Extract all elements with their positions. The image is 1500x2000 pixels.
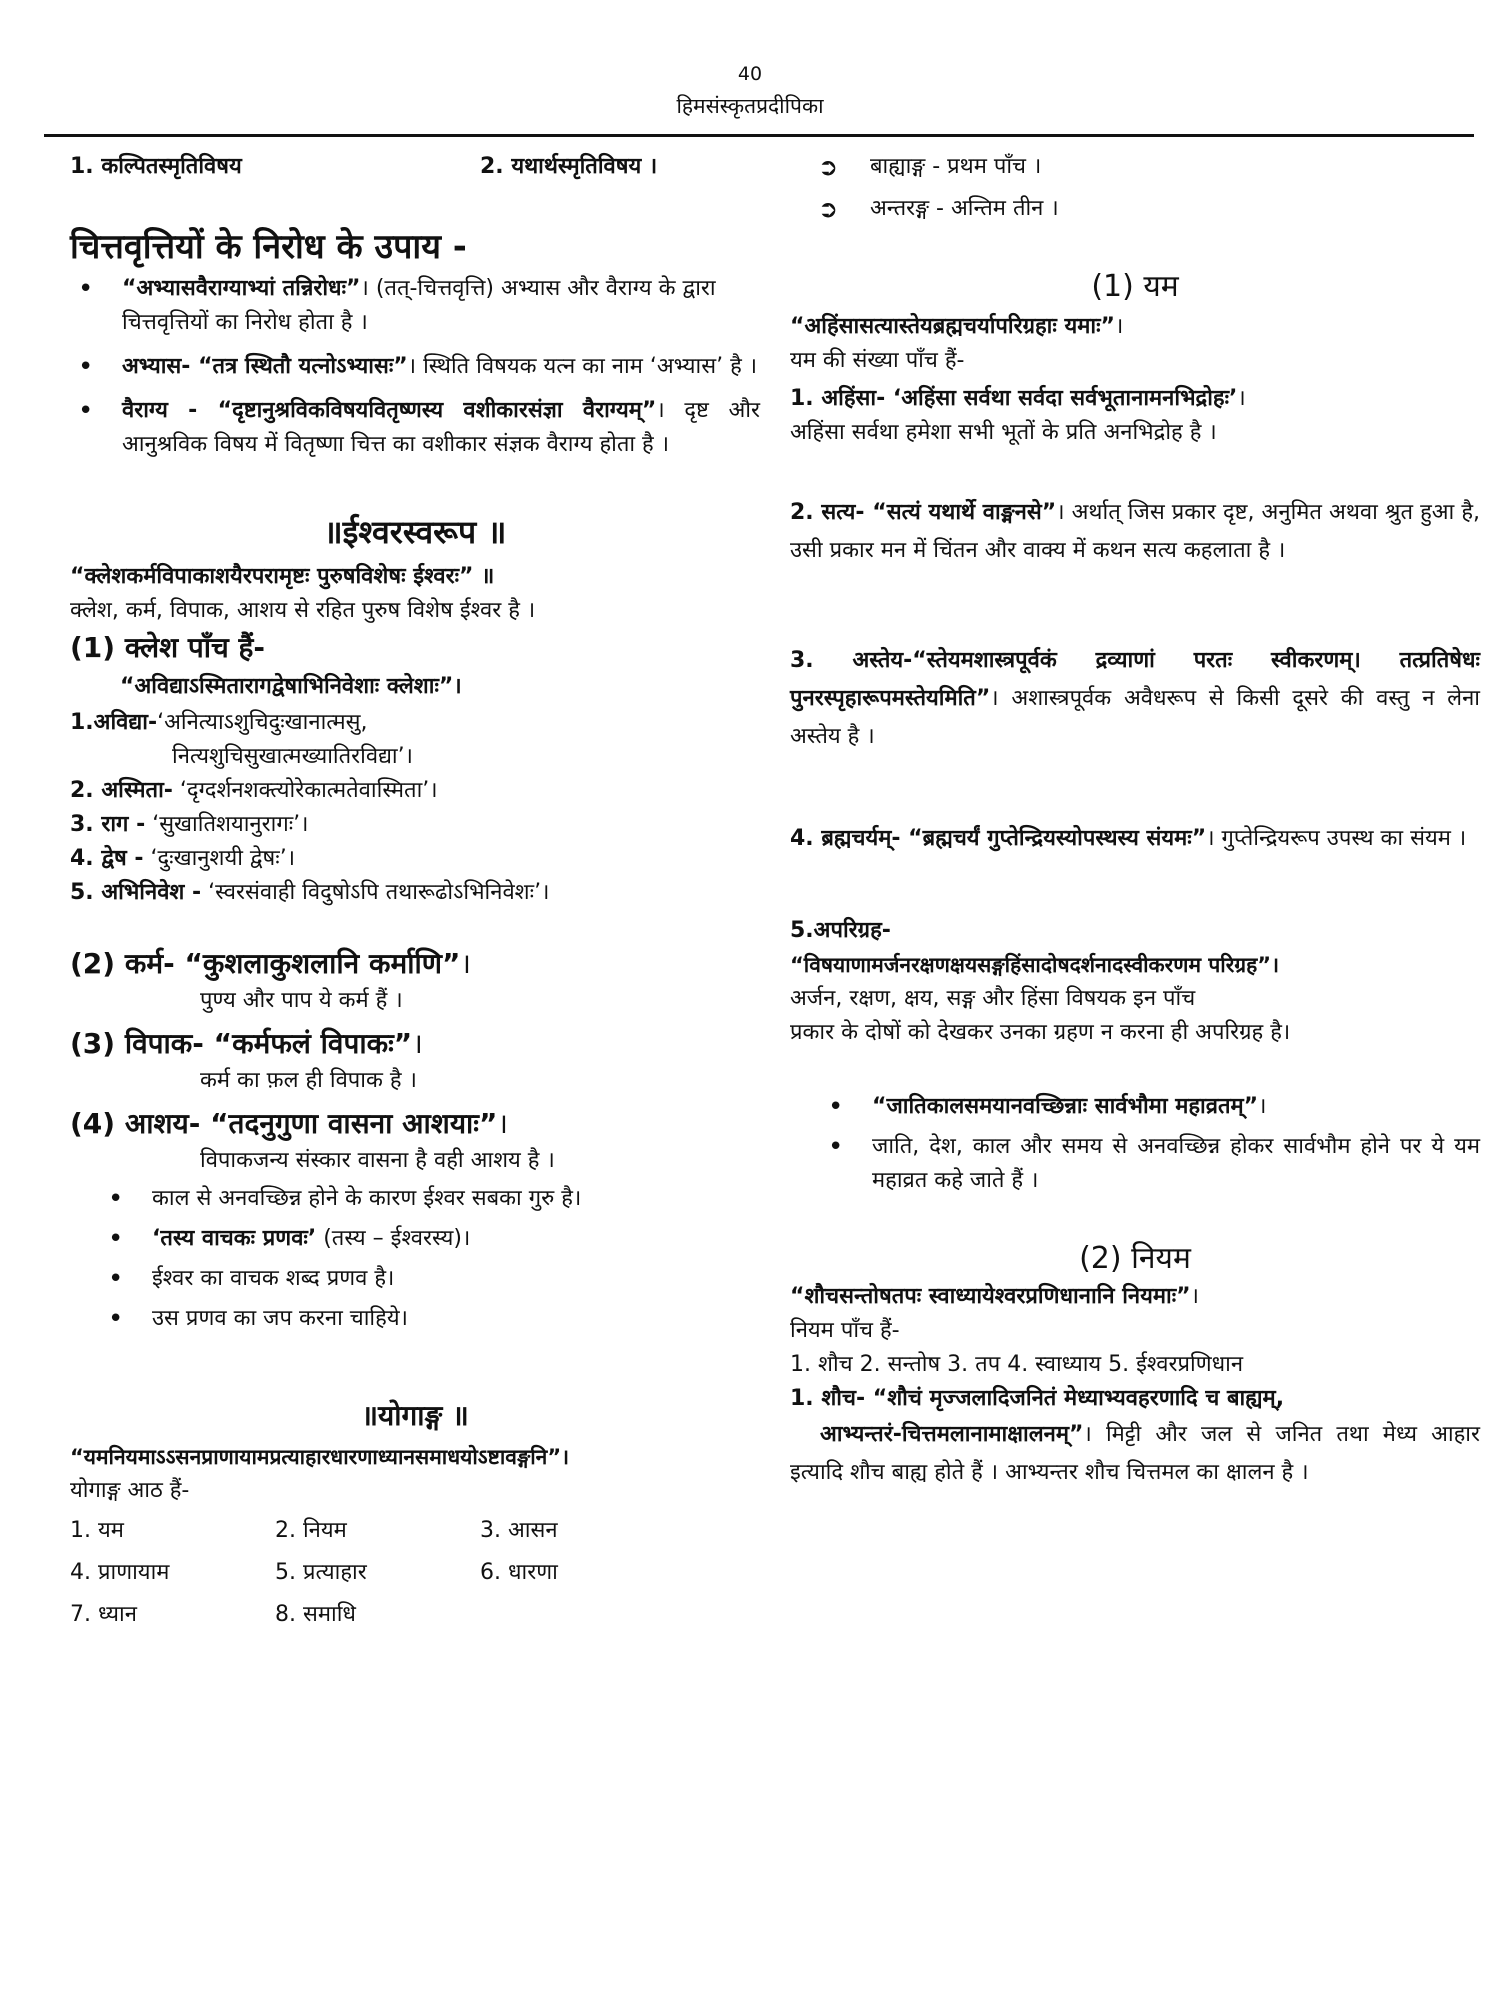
ishvara-heading: ॥ईश्वरस्वरूप ॥ xyxy=(323,513,507,551)
arrow-icon: ➲ xyxy=(818,153,839,181)
list-item: 4. प्राणायाम xyxy=(70,1560,170,1585)
ahimsa-line: 1. अहिंसा- ‘अहिंसा सर्वथा सर्वदा सर्वभूतानामनभिद्रोहः’। xyxy=(790,386,1246,411)
ashaya-heading: (4) आशय- “तदनुगुणा वासना आशयाः”। xyxy=(70,1107,508,1140)
klesha-item: 2. अस्मिता- ‘दृग्दर्शनशक्त्योरेकात्मतेवास्मिता’। xyxy=(70,778,438,803)
niyama-heading: (2) नियम xyxy=(1079,1241,1191,1276)
aparigraha-line-2: प्रकार के दोषों को देखकर उनका ग्रहण न करना ही अपरिग्रह है। xyxy=(790,1020,1291,1045)
list-item: • उस प्रणव का जप करना चाहिये। xyxy=(100,1302,760,1336)
list-item: 8. समाधि xyxy=(275,1602,356,1627)
header-rule xyxy=(44,134,1474,137)
klesha-sutra: “अविद्याऽस्मितारागद्वेषाभिनिवेशाः क्लेशाः”। xyxy=(120,674,462,699)
list-item: • अभ्यास- “तत्र स्थितौ यत्नोऽभ्यासः”। स्थिति विषयक यत्न का नाम ‘अभ्यास’ है । xyxy=(70,350,760,384)
vipaka-heading: (3) विपाक- “कर्मफलं विपाकः”। xyxy=(70,1027,423,1060)
list-item: • “अभ्यासवैराग्याभ्यां तन्निरोधः”। (तत्-चित्तवृत्ति) अभ्यास और वैराग्य के द्वारा चित्तवृत्तियों का निरोध होता है । xyxy=(70,272,760,340)
ashaya-meaning: विपाकजन्य संस्कार वासना है वही आशय है । xyxy=(200,1148,555,1173)
list-item: • काल से अनवच्छिन्न होने के कारण ईश्वर सबका गुरु है। xyxy=(100,1182,760,1216)
list-item: 1. यम xyxy=(70,1518,124,1543)
list-item: 2. नियम xyxy=(275,1518,347,1543)
list-item: • “जातिकालसमयानवच्छिन्नाः सार्वभौमा महाव्रतम्”। xyxy=(820,1090,1480,1124)
klesha-heading: (1) क्लेश पाँच हैं- xyxy=(70,631,266,664)
arrow-item: ➲ अन्तरङ्ग - अन्तिम तीन । xyxy=(790,192,1480,226)
right-column xyxy=(790,150,1480,1492)
list-item: 5. प्रत्याहार xyxy=(275,1560,367,1585)
yoganga-count: योगाङ्ग आठ हैं- xyxy=(70,1478,190,1503)
yoganga-heading: ॥योगाङ्ग ॥ xyxy=(361,1399,469,1432)
ishvara-sutra: “क्लेशकर्मविपाकाशयैरपरामृष्टः पुरुषविशेषः ईश्वरः” ॥ xyxy=(70,564,495,589)
yama-heading: (1) यम xyxy=(1091,269,1179,304)
arrow-item: ➲ बाह्याङ्ग - प्रथम पाँच । xyxy=(790,150,1480,184)
page-header xyxy=(0,62,1500,120)
list-item: 7. ध्यान xyxy=(70,1602,137,1627)
niyama-count: नियम पाँच हैं- xyxy=(790,1318,900,1343)
list-item: • ‘तस्य वाचकः प्रणवः’ (तस्य – ईश्वरस्य)। xyxy=(100,1222,760,1256)
avidya-line: 1.अविद्या-‘अनित्याऽशुचिदुःखानात्मसु, xyxy=(70,710,368,735)
ishvara-bullets xyxy=(70,1182,760,1336)
arrow-icon: ➲ xyxy=(818,195,839,223)
aparigraha-sutra: “विषयाणामर्जनरक्षणक्षयसङ्गहिंसादोषदर्शनादस्वीकरणम परिग्रह”। xyxy=(790,953,1280,977)
memory-type-1: 1. कल्पितस्मृतिविषय xyxy=(70,154,242,179)
page-number: 40 xyxy=(737,63,763,85)
yoganga-sutra: “यमनियमाऽऽसनप्राणायामप्रत्याहारधारणाध्यानसमाधयोऽष्टावङ्गनि”। xyxy=(70,1445,570,1469)
niyama-sutra: “शौचसन्तोषतपः स्वाध्यायेश्वरप्रणिधानानि नियमाः”। xyxy=(790,1284,1199,1309)
book-title: हिमसंस्कृतप्रदीपिका xyxy=(676,94,824,118)
list-item: 6. धारणा xyxy=(480,1560,558,1585)
avidya-line-2: नित्यशुचिसुखात्मख्यातिरविद्या’। xyxy=(172,744,413,769)
list-item: • ईश्वर का वाचक शब्द प्रणव है। xyxy=(100,1262,760,1296)
yoganga-grid xyxy=(70,1510,760,1636)
aparigraha-heading: 5.अपरिग्रह- xyxy=(790,918,891,943)
aparigraha-line-1: अर्जन, रक्षण, क्षय, सङ्ग और हिंसा विषयक इन पाँच xyxy=(790,986,1196,1011)
list-item: 3. आसन xyxy=(480,1518,558,1543)
vipaka-meaning: कर्म का फ़ल ही विपाक है । xyxy=(200,1068,417,1093)
klesha-item: 3. राग - ‘सुखातिशयानुरागः’। xyxy=(70,812,309,837)
ahimsa-meaning: अहिंसा सर्वथा हमेशा सभी भूतों के प्रति अनभिद्रोह है । xyxy=(790,420,1217,445)
upaya-heading: चित्तवृत्तियों के निरोध के उपाय - xyxy=(70,227,467,267)
list-item: • वैराग्य - “दृष्टानुश्रविकविषयवितृष्णस्य वशीकारसंज्ञा वैराग्यम्”। दृष्ट और आनुश्रविक विषय में वितृष्णा चित्त का वशीकार संज्ञक वैराग्य होता है । xyxy=(70,394,760,462)
klesha-item: 4. द्वेष - ‘दुःखानुशयी द्वेषः’। xyxy=(70,846,296,871)
shauch-block: आभ्यन्तरं-चित्तमलानामाक्षालनम्”। मिट्टी और जल से जनित तथा मेध्य आहार इत्यादि शौच बाह्य होते हैं । आभ्यन्तर शौच चित्तमल का क्षालन है । xyxy=(790,1422,1480,1485)
list-item: • जाति, देश, काल और समय से अनवच्छिन्न होकर सार्वभौम होने पर ये यम महाव्रत कहे जाते हैं । xyxy=(820,1130,1480,1198)
shauch-line-1: 1. शौच- “शौचं मृज्जलादिजनितं मेध्याभ्यवहरणादि च बाह्यम्, xyxy=(790,1386,1285,1411)
mahavrata-list xyxy=(790,1090,1480,1198)
yama-count: यम की संख्या पाँच हैं- xyxy=(790,348,965,373)
memory-type-2: 2. यथार्थस्मृतिविषय । xyxy=(480,154,658,179)
niyama-list: 1. शौच 2. सन्तोष 3. तप 4. स्वाध्याय 5. ईश्वरप्रणिधान xyxy=(790,1352,1244,1377)
asteya-block: 3. अस्तेय-“स्तेयमशास्त्रपूर्वकं द्रव्याणां परतः स्वीकरणम्। तत्प्रतिषेधः पुनरस्पृहारूपमस्तेयमिति”। अशास्त्रपूर्वक अवैधरूप से किसी दूसरे की वस्तु न लेना अस्तेय है । xyxy=(790,648,1480,749)
ishvara-meaning: क्लेश, कर्म, विपाक, आशय से रहित पुरुष विशेष ईश्वर है । xyxy=(70,598,536,623)
upaya-list xyxy=(70,272,760,462)
memory-types xyxy=(70,150,760,184)
satya-block: 2. सत्य- “सत्यं यथार्थे वाङ्मनसे”। अर्थात् जिस प्रकार दृष्ट, अनुमित अथवा श्रुत हुआ है, उसी प्रकार मन में चिंतन और वाक्य में कथन सत्य कहलाता है । xyxy=(790,500,1481,563)
klesha-item: 5. अभिनिवेश - ‘स्वरसंवाही विदुषोऽपि तथारूढोऽभिनिवेशः’। xyxy=(70,880,550,905)
left-column xyxy=(70,150,760,1636)
karma-meaning: पुण्य और पाप ये कर्म हैं । xyxy=(200,988,403,1013)
yama-sutra: “अहिंसासत्यास्तेयब्रह्मचर्यापरिग्रहाः यमाः”। xyxy=(790,314,1124,339)
karma-heading: (2) कर्म- “कुशलाकुशलानि कर्माणि”। xyxy=(70,947,471,980)
brahmacharya-block: 4. ब्रह्मचर्यम्- “ब्रह्मचर्यं गुप्तेन्द्रियस्योपस्थस्य संयमः”। गुप्तेन्द्रियरूप उपस्थ का संयम । xyxy=(790,826,1467,851)
